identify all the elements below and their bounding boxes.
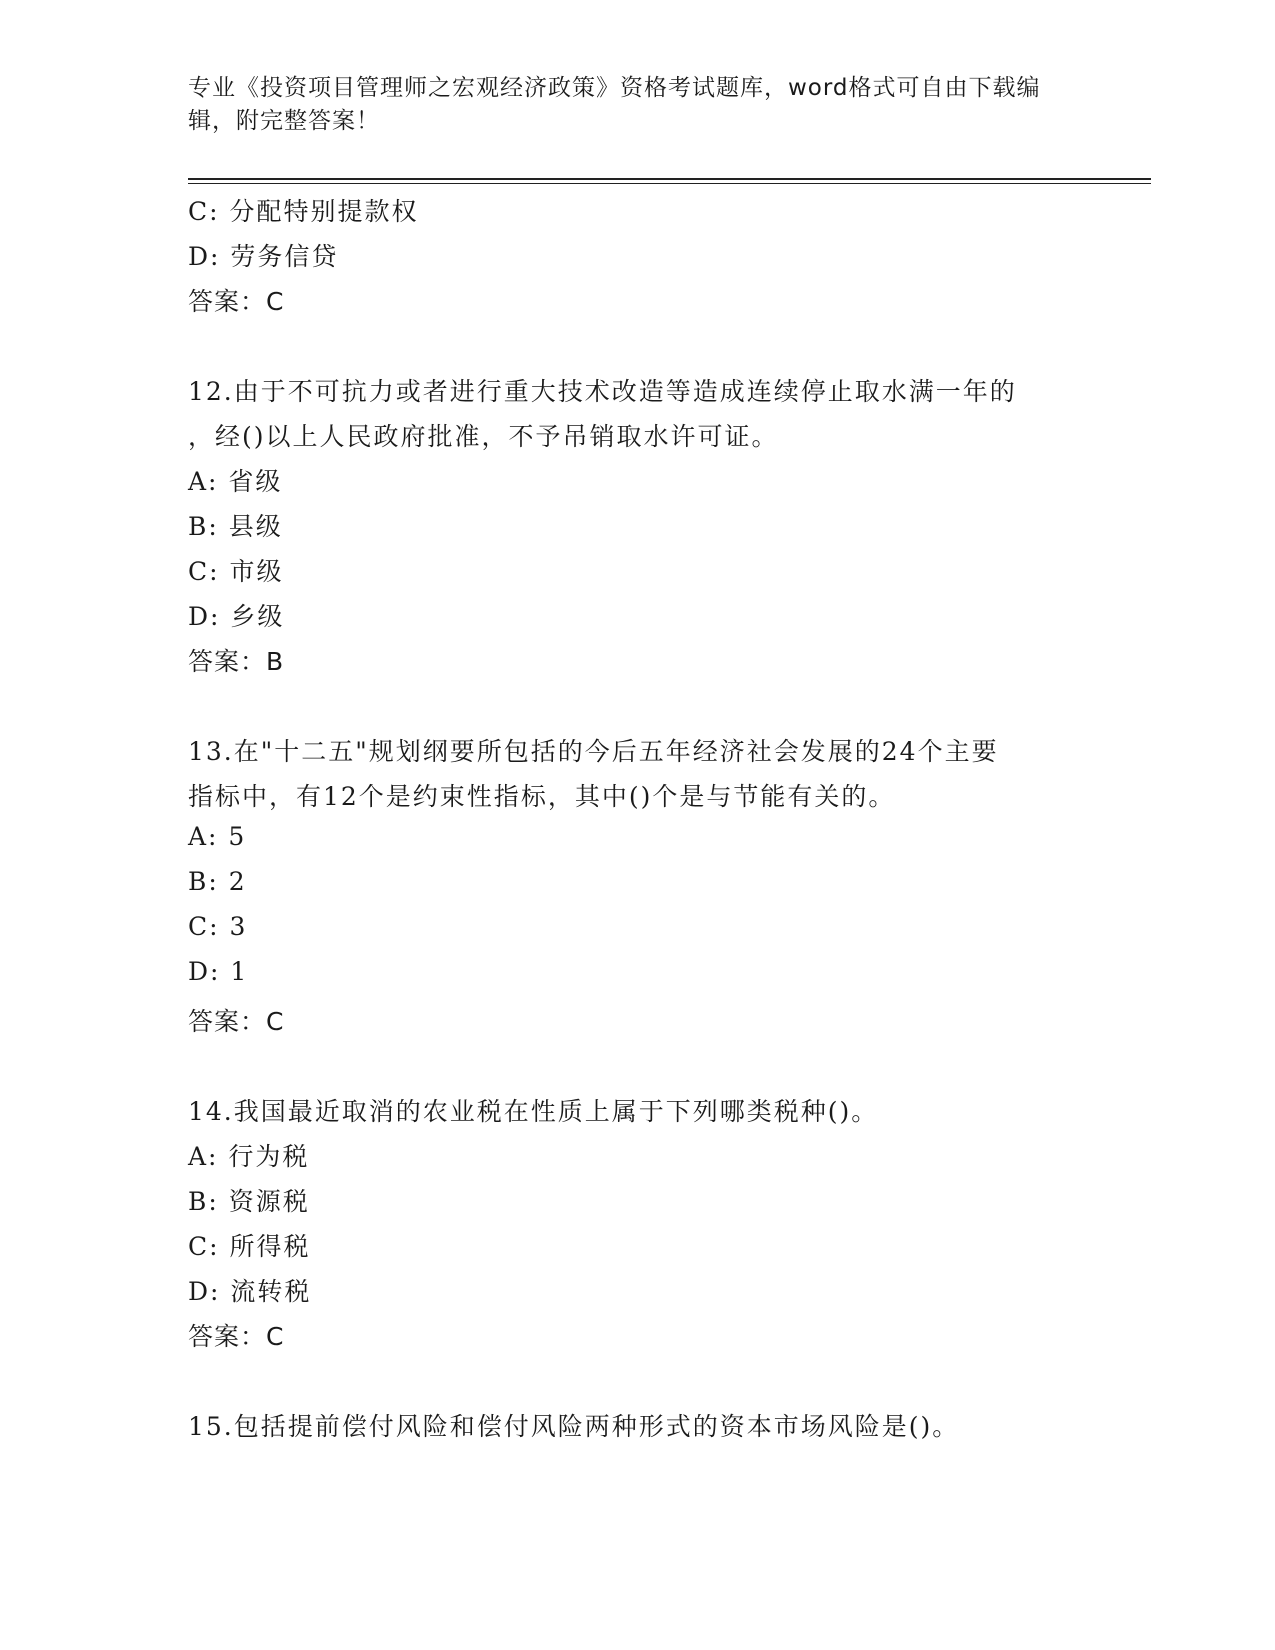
header-divider-thick: [188, 178, 1151, 180]
q13-option-a: A: 5: [188, 822, 247, 851]
q13-option-b: B: 2: [188, 867, 247, 896]
header-line-2: 辑，附完整答案！: [188, 108, 380, 134]
q13-option-d: D: 1: [188, 957, 249, 986]
q13-option-c: C: 3: [188, 912, 248, 941]
q11-option-d: D: 劳务信贷: [188, 242, 339, 271]
header-divider-thin: [188, 183, 1151, 184]
document-header: [188, 72, 1078, 138]
q14-option-c: C: 所得税: [188, 1232, 311, 1261]
q14-option-d: D: 流转税: [188, 1277, 312, 1306]
q13-stem-line-2: 指标中，有12个是约束性指标，其中()个是与节能有关的。: [188, 782, 896, 811]
q12-stem-line-1: 12.由于不可抗力或者进行重大技术改造等造成连续停止取水满一年的: [188, 377, 1017, 406]
q12-option-c: C: 市级: [188, 557, 284, 586]
q12-option-d: D: 乡级: [188, 602, 285, 631]
q12-stem-line-2: ，经()以上人民政府批准，不予吊销取水许可证。: [188, 422, 779, 451]
q14-option-b: B: 资源税: [188, 1187, 310, 1216]
q11-option-c: C: 分配特别提款权: [188, 197, 419, 226]
q14-option-a: A: 行为税: [188, 1142, 310, 1171]
q12-option-b: B: 县级: [188, 512, 283, 541]
q14-stem: 14.我国最近取消的农业税在性质上属于下列哪类税种()。: [188, 1097, 879, 1126]
header-line-1: 专业《投资项目管理师之宏观经济政策》资格考试题库，word格式可自由下载编: [188, 75, 1041, 101]
q13-answer: 答案：C: [188, 1007, 285, 1036]
q12-option-a: A: 省级: [188, 467, 283, 496]
q13-stem-line-1: 13.在"十二五"规划纲要所包括的今后五年经济社会发展的24个主要: [188, 737, 999, 766]
q14-answer: 答案：C: [188, 1322, 285, 1351]
q11-answer: 答案：C: [188, 287, 285, 316]
q12-answer: 答案：B: [188, 647, 285, 676]
q15-stem: 15.包括提前偿付风险和偿付风险两种形式的资本市场风险是()。: [188, 1412, 960, 1441]
